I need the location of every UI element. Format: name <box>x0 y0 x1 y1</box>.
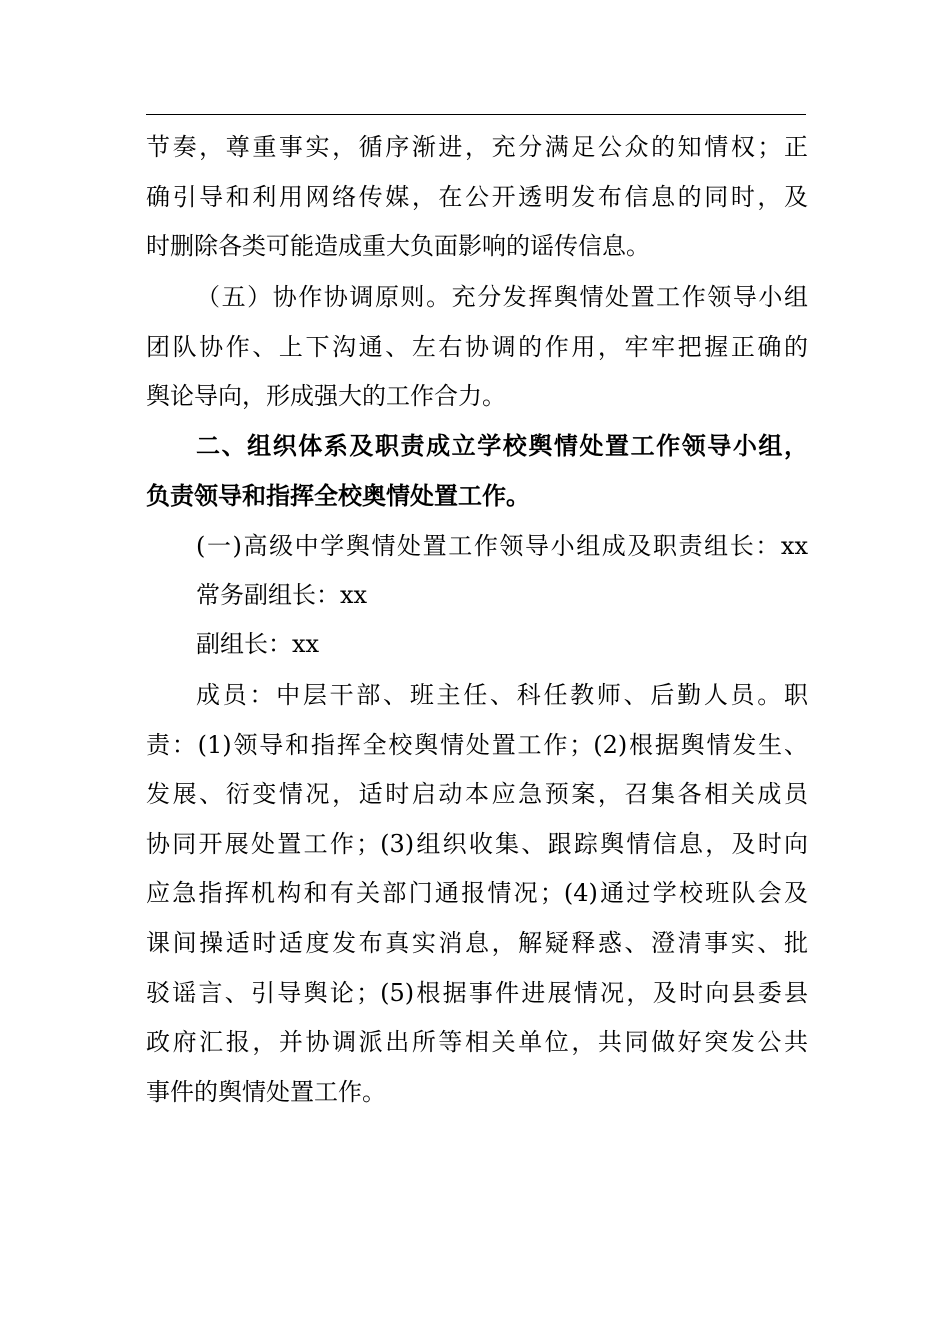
paragraph-line: 团队协作、上下沟通、左右协调的作用，牢牢把握正确的 <box>146 333 808 361</box>
paragraph-line: 舆论导向，形成强大的工作合力。 <box>146 382 506 410</box>
paragraph-line: 副组长：xx <box>196 630 320 658</box>
paragraph-line: 驳谣言、引导舆论；(5)根据事件进展情况，及时向县委县 <box>146 979 808 1007</box>
paragraph-line: 时删除各类可能造成重大负面影响的谣传信息。 <box>146 232 650 260</box>
paragraph-line: 协同开展处置工作；(3)组织收集、跟踪舆情信息，及时向 <box>146 830 808 858</box>
subsection-heading-line: (一)高级中学舆情处置工作领导小组成及职责组长：xx <box>196 532 808 560</box>
paragraph-line: 责：(1)领导和指挥全校舆情处置工作；(2)根据舆情发生、 <box>146 731 808 759</box>
paragraph-line: 常务副组长：xx <box>196 581 368 609</box>
header-rule <box>146 114 806 115</box>
paragraph-line: 事件的舆情处置工作。 <box>146 1078 386 1106</box>
paragraph-line: 确引导和利用网络传媒，在公开透明发布信息的同时，及 <box>146 183 808 211</box>
paragraph-line: 发展、衍变情况，适时启动本应急预案，召集各相关成员 <box>146 780 808 808</box>
paragraph-line: 成员：中层干部、班主任、科任教师、后勤人员。职 <box>196 681 808 709</box>
section-heading-line: 二、组织体系及职责成立学校舆情处置工作领导小组， <box>196 432 808 460</box>
paragraph-line: 课间操适时适度发布真实消息，解疑释惑、澄清事实、批 <box>146 929 808 957</box>
paragraph-line: 节奏，尊重事实，循序渐进，充分满足公众的知情权；正 <box>146 133 808 161</box>
paragraph-line: 政府汇报，并协调派出所等相关单位，共同做好突发公共 <box>146 1028 808 1056</box>
paragraph-line: （五）协作协调原则。充分发挥舆情处置工作领导小组 <box>196 283 808 311</box>
section-heading-line: 负责领导和指挥全校奥情处置工作。 <box>146 482 530 510</box>
paragraph-line: 应急指挥机构和有关部门通报情况；(4)通过学校班队会及 <box>146 879 808 907</box>
